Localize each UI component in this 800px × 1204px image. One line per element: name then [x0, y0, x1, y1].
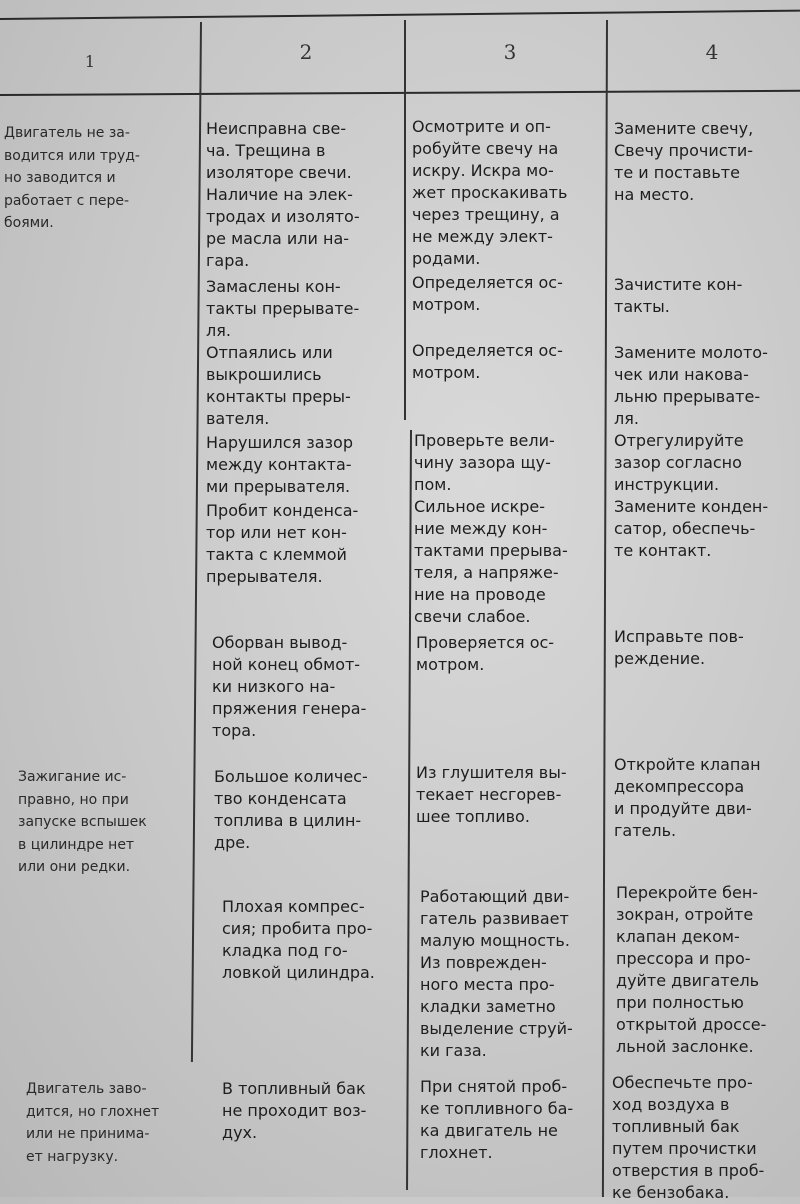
detection-cell: Осмотрите и оп- робуйте свечу на искру. Искра мо- жет проскакивать через трещину, а не между элект- родами.	[412, 117, 568, 268]
detection-cell: Проверьте вели- чину зазора щу- пом.	[414, 431, 555, 494]
detection-cell: Проверяется ос- мотром.	[416, 633, 555, 674]
remedy-cell: Перекройте бен- зокран, отройте клапан деком- прессора и про- дуйте двигатель при полностью открытой дроссе- льной заслонке.	[616, 883, 767, 1056]
reason-cell: Пробит конденса- тор или нет кон- такта с клеммой прерывателя.	[206, 501, 359, 586]
remedy-cell: Обеспечьте про- ход воздуха в топливный бак путем прочистки отверстия в проб- ке бензобака.	[612, 1073, 765, 1202]
remedy-cell: Замените свечу, Свечу прочисти- те и поставьте на место.	[614, 119, 754, 204]
top-rule	[0, 10, 800, 20]
fault-cell: Двигатель не за- водится или труд- но заводится и работает с пере- боями.	[4, 125, 140, 231]
detection-cell: При снятой проб- ке топливного ба- ка двигатель не глохнет.	[420, 1077, 574, 1162]
column-header-3: 3	[503, 40, 517, 64]
reason-cell: Оборван вывод- ной конец обмот- ки низкого на- пряжения генера- тора.	[212, 633, 367, 740]
fault-cell: Зажигание ис- правно, но при запуске вспышек в цилиндре нет или они редки.	[18, 769, 147, 875]
remedy-cell: Исправьте пов- реждение.	[614, 627, 744, 668]
remedy-cell: Зачистите кон- такты.	[614, 275, 743, 316]
reason-cell: В топливный бак не проходит воз- дух.	[222, 1079, 367, 1142]
reason-cell: Нарушился зазор между контакта- ми прерывателя.	[206, 433, 353, 496]
reason-cell: Плохая компрес- сия; пробита про- кладка под го- ловкой цилиндра.	[222, 897, 375, 982]
column-divider-3	[602, 20, 608, 1197]
detection-cell: Сильное искре- ние между кон- тактами прерыва- теля, а напряже- ние на проводе свечи слабое.	[414, 497, 568, 626]
fault-cell: Двигатель заво- дится, но глохнет или не принима- ет нагрузку.	[26, 1081, 160, 1165]
column-header-2: 2	[299, 40, 313, 64]
detection-cell: Из глушителя вы- текает несгорев- шее топливо.	[416, 763, 567, 826]
reason-cell: Неисправна све- ча. Трещина в изоляторе свечи. Наличие на элек- тродах и изолято- ре масла или на- гара.	[206, 119, 360, 270]
column-header-4: 4	[705, 40, 719, 64]
remedy-cell: Откройте клапан декомпрессора и продуйте дви- гатель.	[614, 755, 761, 840]
remedy-cell: Замените молото- чек или накова- льню прерывате- ля.	[614, 343, 768, 428]
reason-cell: Отпаялись или выкрошились контакты преры- вателя.	[206, 343, 351, 428]
header-rule	[0, 90, 800, 96]
reason-cell: Замаслены кон- такты прерывате- ля.	[206, 277, 360, 340]
remedy-cell: Замените конден- сатор, обеспечь- те контакт.	[614, 497, 769, 560]
detection-cell: Определяется ос- мотром.	[412, 341, 563, 382]
column-divider-2	[404, 20, 406, 420]
remedy-cell: Отрегулируйте зазор согласно инструкции.	[614, 431, 744, 494]
reason-cell: Большое количес- тво конденсата топлива в цилин- дре.	[214, 767, 368, 852]
column-divider-1	[191, 22, 202, 1062]
detection-cell: Определяется ос- мотром.	[412, 273, 563, 314]
detection-cell: Работающий дви- гатель развивает малую мощность. Из поврежден- ного места про- кладки заметно выделение струй- ки газа.	[420, 887, 573, 1060]
column-header-1: 1	[84, 52, 96, 71]
column-divider-2b	[406, 430, 412, 1190]
